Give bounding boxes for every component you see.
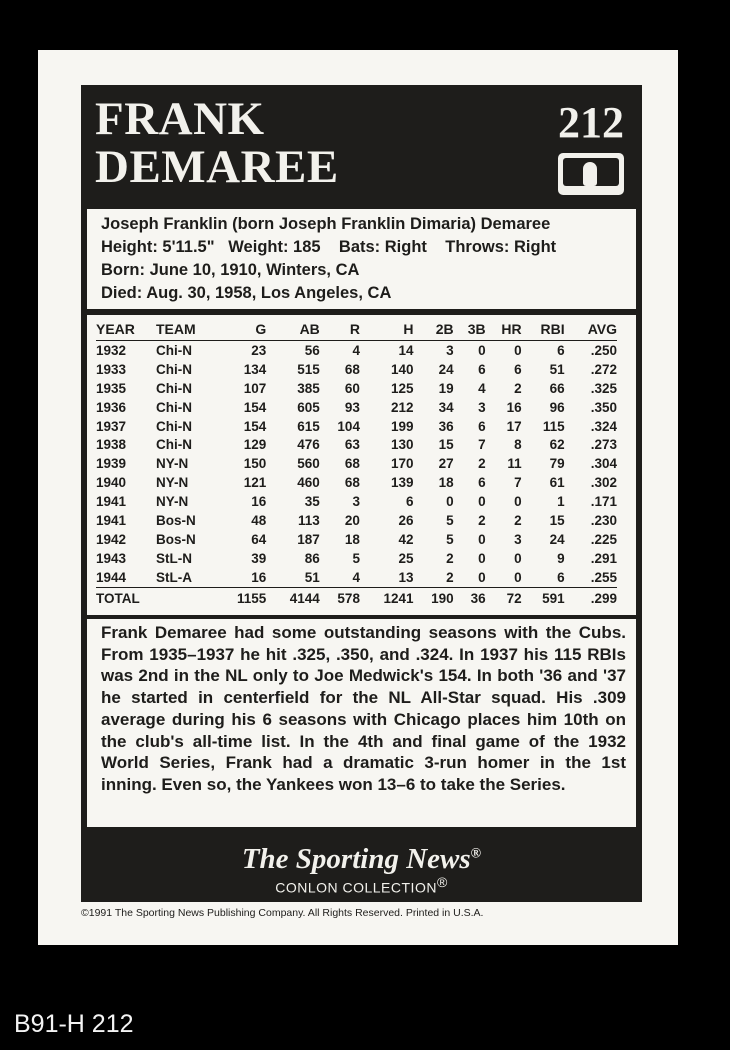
cell-ab: 460 — [297, 475, 320, 491]
cell-ab: 35 — [304, 494, 320, 510]
cell-team: Chi-N — [156, 361, 192, 377]
cell-3b: 2 — [478, 512, 486, 528]
cell-h: 14 — [398, 342, 414, 358]
cell-h: 26 — [398, 512, 414, 528]
col-header-ab: AB — [266, 318, 320, 341]
cell-2b: 27 — [438, 456, 454, 472]
total-ab: 4144 — [266, 587, 320, 609]
stats-body — [96, 341, 617, 609]
cell-r: 5 — [352, 550, 360, 566]
cell-r: 68 — [344, 361, 360, 377]
cell-team: Chi-N — [156, 399, 192, 415]
collection-label — [81, 874, 642, 896]
cell-g: 107 — [243, 380, 267, 396]
cell-g: 23 — [251, 342, 267, 358]
cell-r: 68 — [344, 456, 360, 472]
col-header-g: G — [214, 318, 266, 341]
cell-3b: 0 — [478, 569, 486, 585]
cell-rbi: 1 — [557, 494, 565, 510]
total-year: TOTAL — [96, 587, 156, 609]
cell-3b: 3 — [478, 399, 486, 415]
mlb-logo-icon — [558, 153, 624, 195]
cell-2b: 15 — [438, 437, 454, 453]
cell-g: 154 — [243, 418, 267, 434]
cell-ab: 187 — [297, 531, 320, 547]
col-header-hr: HR — [486, 318, 522, 341]
cell-rbi: 6 — [557, 569, 565, 585]
cell-2b: 5 — [446, 531, 454, 547]
cell-team: Chi-N — [156, 380, 192, 396]
table-row — [96, 417, 617, 436]
cell-h: 6 — [406, 494, 414, 510]
cell-ab: 86 — [304, 550, 320, 566]
cell-ab: 56 — [304, 342, 320, 358]
cell-year: 1941 — [96, 512, 127, 528]
col-header-3b: 3B — [454, 318, 486, 341]
cell-h: 42 — [398, 531, 414, 547]
cell-hr: 7 — [514, 475, 522, 491]
cell-r: 4 — [352, 569, 360, 585]
total-2b: 190 — [414, 587, 454, 609]
cell-2b: 2 — [446, 569, 454, 585]
cell-g: 121 — [243, 475, 267, 491]
cell-avg: .304 — [590, 456, 617, 472]
cell-h: 25 — [398, 550, 414, 566]
bio-panel — [87, 209, 636, 309]
bio-measures: Height: 5'11.5" Weight: 185 Bats: Right Throws: Right — [101, 238, 557, 256]
player-name — [95, 95, 339, 191]
cell-g: 64 — [251, 531, 267, 547]
cell-h: 199 — [390, 418, 414, 434]
cell-g: 154 — [243, 399, 267, 415]
cell-hr: 8 — [514, 437, 522, 453]
cell-rbi: 24 — [549, 531, 565, 547]
cell-team: StL-A — [156, 569, 192, 585]
cell-year: 1935 — [96, 380, 127, 396]
col-header-h: H — [360, 318, 414, 341]
cell-avg: .272 — [590, 361, 617, 377]
cell-avg: .324 — [590, 418, 617, 434]
brand-registered-mark: ® — [470, 846, 482, 862]
cell-h: 170 — [390, 456, 414, 472]
cell-2b: 24 — [438, 361, 454, 377]
cell-3b: 0 — [478, 550, 486, 566]
table-row — [96, 379, 617, 398]
cell-r: 63 — [344, 437, 360, 453]
total-h: 1241 — [360, 587, 414, 609]
total-g: 1155 — [214, 587, 266, 609]
total-rbi: 591 — [522, 587, 565, 609]
cell-hr: 0 — [514, 494, 522, 510]
cell-3b: 4 — [478, 380, 486, 396]
cell-hr: 0 — [514, 550, 522, 566]
cell-year: 1943 — [96, 550, 127, 566]
cell-h: 130 — [390, 437, 414, 453]
cell-r: 20 — [344, 512, 360, 528]
cell-2b: 18 — [438, 475, 454, 491]
table-row — [96, 360, 617, 379]
cell-g: 16 — [251, 569, 267, 585]
table-row — [96, 549, 617, 568]
cell-2b: 19 — [438, 380, 454, 396]
cell-avg: .171 — [590, 494, 617, 510]
cell-avg: .325 — [590, 380, 617, 396]
table-row — [96, 473, 617, 492]
cell-rbi: 62 — [549, 437, 565, 453]
career-summary: Frank Demaree had some outstanding seasons with the Cubs. From 1935–1937 he hit .325, .350, and .324. In 1937 his 115 RBIs was 2nd in the NL only to Joe Medwick's 154. In both '36 and '37 he started in centerfield for the NL All-Star squad. His .309 average during his 6 seasons with Chicago places him 10th on the club's all-time list. In the 4th and final game of the 1932 World Series, Frank had a dramatic 3-run homer in the 1st inning. Even so, the Yankees won 13–6 to take the Series. — [87, 619, 636, 827]
cell-hr: 11 — [507, 456, 522, 472]
cell-rbi: 66 — [549, 380, 565, 396]
total-hr: 72 — [486, 587, 522, 609]
cell-team: StL-N — [156, 550, 192, 566]
cell-rbi: 9 — [557, 550, 565, 566]
total-row — [96, 587, 617, 609]
cell-rbi: 6 — [557, 342, 565, 358]
cell-avg: .250 — [590, 342, 617, 358]
cell-avg: .230 — [590, 512, 617, 528]
stats-header-row — [96, 318, 617, 341]
col-header-year: YEAR — [96, 318, 156, 341]
cell-rbi: 79 — [549, 456, 565, 472]
cell-team: NY-N — [156, 475, 189, 491]
cell-2b: 5 — [446, 512, 454, 528]
stats-table — [96, 318, 617, 609]
cell-team: Bos-N — [156, 531, 196, 547]
cell-avg: .255 — [590, 569, 617, 585]
cell-ab: 476 — [297, 437, 320, 453]
cell-h: 125 — [390, 380, 414, 396]
cell-year: 1942 — [96, 531, 127, 547]
cell-3b: 6 — [478, 475, 486, 491]
cell-h: 13 — [398, 569, 414, 585]
cell-hr: 2 — [514, 512, 522, 528]
cell-ab: 615 — [297, 418, 320, 434]
sporting-news-logo — [81, 843, 642, 876]
cell-year: 1940 — [96, 475, 127, 491]
copyright-line: ©1991 The Sporting News Publishing Company. All Rights Reserved. Printed in U.S.A. — [81, 907, 484, 919]
cell-g: 16 — [251, 494, 267, 510]
cell-avg: .350 — [590, 399, 617, 415]
player-last-name: DEMAREE — [95, 141, 339, 193]
cell-g: 150 — [243, 456, 267, 472]
cell-g: 134 — [243, 361, 267, 377]
collection-name: CONLON COLLECTION — [275, 879, 437, 896]
cell-rbi: 15 — [549, 512, 565, 528]
table-row — [96, 341, 617, 360]
cell-3b: 0 — [478, 342, 486, 358]
table-row — [96, 511, 617, 530]
cell-r: 68 — [344, 475, 360, 491]
card-number: 212 — [558, 98, 624, 147]
table-row — [96, 398, 617, 417]
cell-hr: 16 — [506, 399, 522, 415]
cell-year: 1941 — [96, 494, 127, 510]
cell-r: 93 — [344, 399, 360, 415]
col-header-rbi: RBI — [522, 318, 565, 341]
cell-rbi: 115 — [542, 418, 565, 434]
card-frame — [81, 85, 642, 902]
batter-silhouette-icon — [583, 162, 597, 186]
cell-team: Chi-N — [156, 437, 192, 453]
cell-3b: 2 — [478, 456, 486, 472]
cell-team: NY-N — [156, 456, 189, 472]
cell-avg: .273 — [590, 437, 617, 453]
cell-r: 18 — [344, 531, 360, 547]
cell-ab: 560 — [297, 456, 320, 472]
cell-year: 1936 — [96, 399, 127, 415]
cell-r: 104 — [337, 418, 360, 434]
table-row — [96, 492, 617, 511]
cell-ab: 385 — [297, 380, 320, 396]
cell-ab: 51 — [304, 569, 320, 585]
cell-3b: 0 — [478, 531, 486, 547]
cell-ab: 515 — [297, 361, 320, 377]
cell-2b: 0 — [446, 494, 454, 510]
cell-team: Chi-N — [156, 418, 192, 434]
mlb-logo-field — [563, 158, 619, 186]
cell-hr: 3 — [514, 531, 522, 547]
table-row — [96, 568, 617, 587]
cell-h: 139 — [390, 475, 414, 491]
cell-team: Bos-N — [156, 512, 196, 528]
cell-3b: 0 — [478, 494, 486, 510]
cell-rbi: 96 — [549, 399, 565, 415]
cell-year: 1939 — [96, 456, 127, 472]
cell-3b: 6 — [478, 418, 486, 434]
stats-panel — [87, 315, 636, 615]
cell-team: NY-N — [156, 494, 189, 510]
cell-2b: 36 — [438, 418, 454, 434]
total-avg: .299 — [565, 587, 617, 609]
collection-registered-mark: ® — [436, 874, 448, 890]
cell-2b: 2 — [446, 550, 454, 566]
cell-avg: .291 — [590, 550, 617, 566]
brand-name: The Sporting News — [241, 843, 471, 875]
cell-g: 39 — [251, 550, 267, 566]
cell-hr: 6 — [514, 361, 522, 377]
cell-team: Chi-N — [156, 342, 192, 358]
total-team — [156, 587, 214, 609]
cell-h: 212 — [390, 399, 414, 415]
cell-rbi: 51 — [549, 361, 565, 377]
cell-year: 1937 — [96, 418, 127, 434]
brand-block — [81, 843, 642, 896]
cell-g: 48 — [251, 512, 267, 528]
cell-year: 1938 — [96, 437, 127, 453]
col-header-2b: 2B — [414, 318, 454, 341]
cell-r: 60 — [344, 380, 360, 396]
cell-avg: .225 — [590, 531, 617, 547]
bio-died: Died: Aug. 30, 1958, Los Angeles, CA — [101, 284, 392, 302]
scan-label: B91-H 212 — [14, 1010, 134, 1038]
cell-hr: 2 — [514, 380, 522, 396]
table-row — [96, 530, 617, 549]
total-r: 578 — [320, 587, 360, 609]
cell-3b: 7 — [478, 437, 486, 453]
cell-hr: 17 — [506, 418, 522, 434]
cell-2b: 34 — [438, 399, 454, 415]
cell-3b: 6 — [478, 361, 486, 377]
cell-g: 129 — [243, 437, 267, 453]
cell-2b: 3 — [446, 342, 454, 358]
cell-h: 140 — [390, 361, 414, 377]
col-header-team: TEAM — [156, 318, 214, 341]
bio-full-name: Joseph Franklin (born Joseph Franklin Dimaria) Demaree — [101, 215, 551, 233]
bio-born: Born: June 10, 1910, Winters, CA — [101, 261, 360, 279]
cell-hr: 0 — [514, 569, 522, 585]
cell-r: 3 — [352, 494, 360, 510]
player-first-name: FRANK — [95, 93, 265, 145]
cell-r: 4 — [352, 342, 360, 358]
table-row — [96, 435, 617, 454]
cell-avg: .302 — [590, 475, 617, 491]
cell-year: 1932 — [96, 342, 127, 358]
cell-hr: 0 — [514, 342, 522, 358]
cell-rbi: 61 — [549, 475, 565, 491]
baseball-card-back — [38, 50, 678, 945]
cell-ab: 113 — [298, 512, 320, 528]
col-header-r: R — [320, 318, 360, 341]
total-3b: 36 — [454, 587, 486, 609]
cell-year: 1944 — [96, 569, 127, 585]
cell-ab: 605 — [297, 399, 320, 415]
cell-year: 1933 — [96, 361, 127, 377]
table-row — [96, 454, 617, 473]
col-header-avg: AVG — [565, 318, 617, 341]
